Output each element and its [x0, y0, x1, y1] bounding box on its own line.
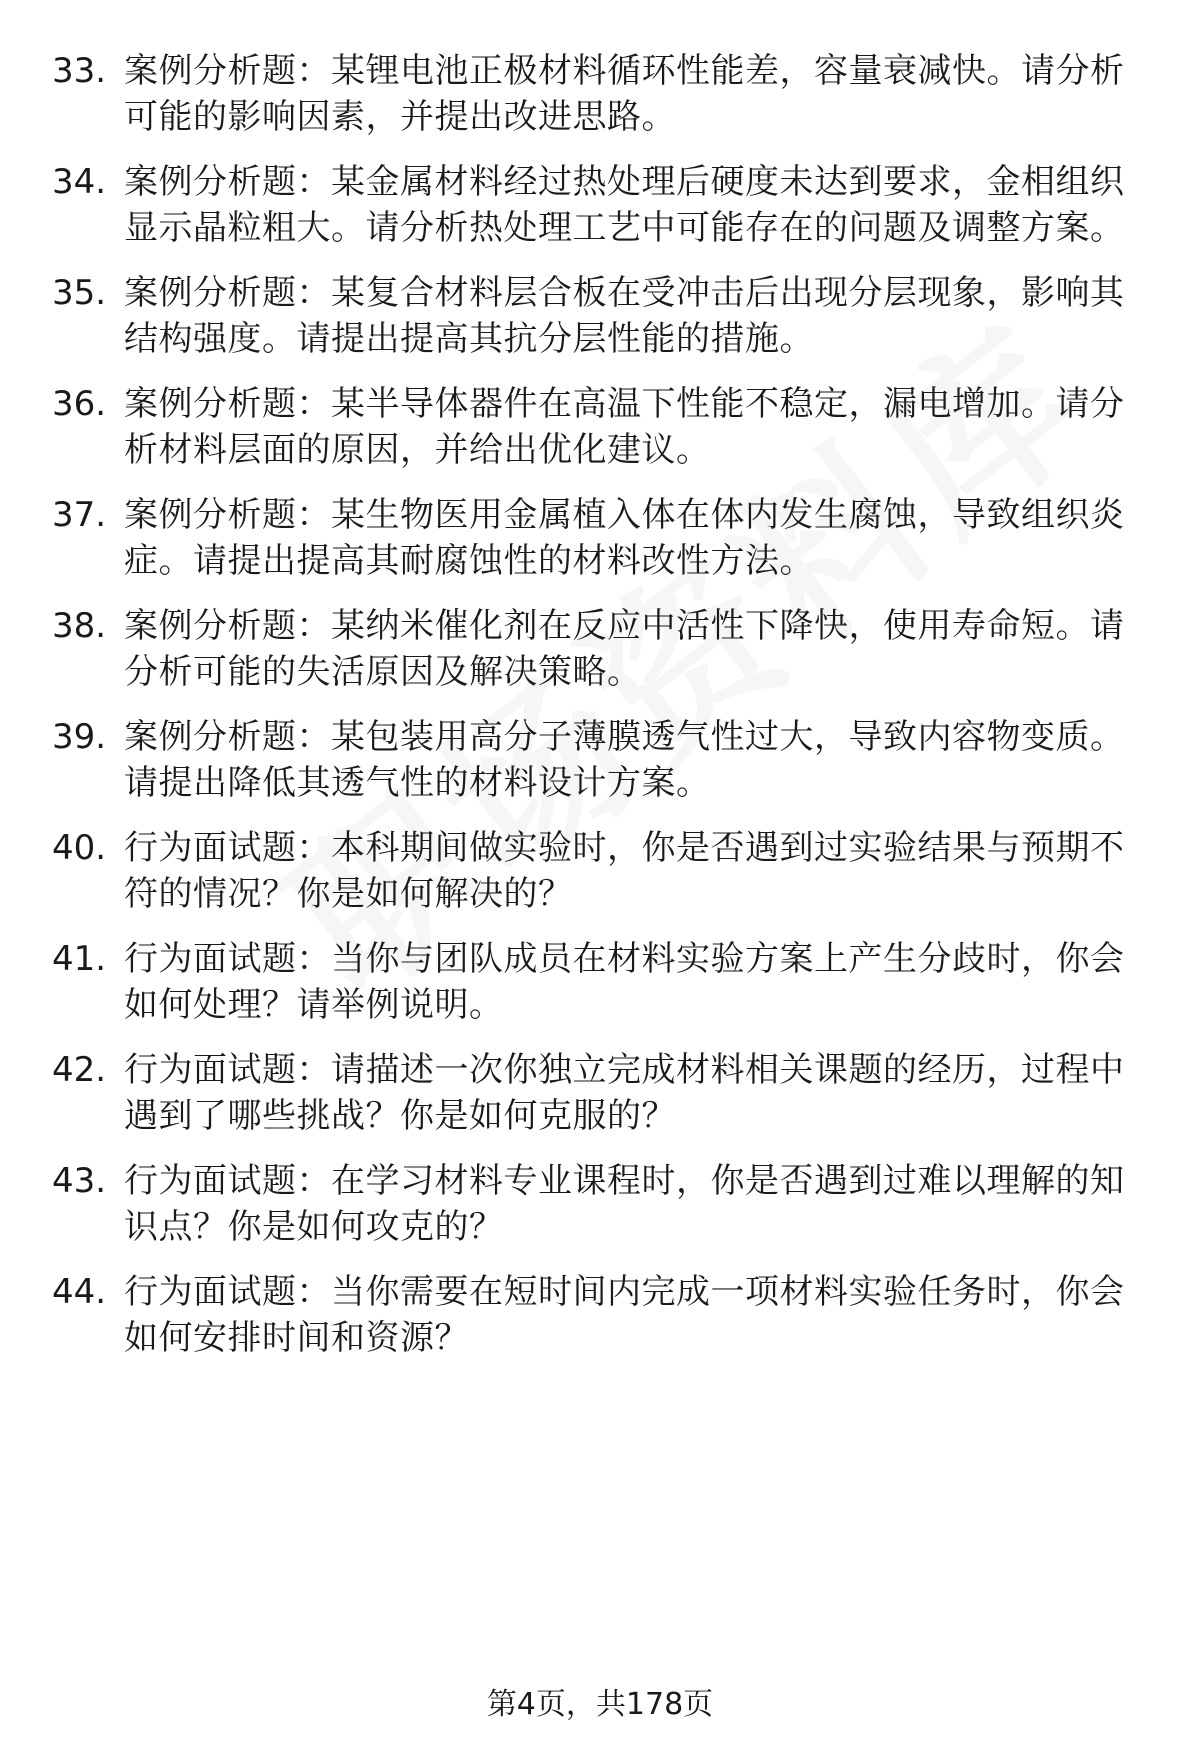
question-text: 案例分析题：某复合材料层合板在受冲击后出现分层现象，影响其结构强度。请提出提高其抗分层性能的措施。 [124, 273, 1125, 359]
question-item [52, 159, 1142, 251]
question-item [52, 603, 1142, 695]
question-number: 43. [52, 1161, 107, 1201]
question-text: 行为面试题：在学习材料专业课程时，你是否遇到过难以理解的知识点？你是如何攻克的？ [124, 1161, 1125, 1247]
question-text: 行为面试题：当你与团队成员在材料实验方案上产生分歧时，你会如何处理？请举例说明。 [124, 939, 1125, 1025]
question-number: 34. [52, 162, 107, 202]
question-item [52, 381, 1142, 473]
question-number: 38. [52, 606, 107, 646]
question-text: 案例分析题：某金属材料经过热处理后硬度未达到要求，金相组织显示晶粒粗大。请分析热处理工艺中可能存在的问题及调整方案。 [124, 162, 1125, 248]
question-number: 39. [52, 717, 107, 757]
question-text: 案例分析题：某锂电池正极材料循环性能差，容量衰减快。请分析可能的影响因素，并提出改进思路。 [124, 51, 1125, 137]
question-number: 41. [52, 939, 107, 979]
question-item [52, 1158, 1142, 1250]
question-text: 案例分析题：某纳米催化剂在反应中活性下降快，使用寿命短。请分析可能的失活原因及解决策略。 [124, 606, 1125, 692]
question-text: 案例分析题：某半导体器件在高温下性能不稳定，漏电增加。请分析材料层面的原因，并给出优化建议。 [124, 384, 1125, 470]
question-item [52, 825, 1142, 917]
question-item [52, 1269, 1142, 1361]
question-number: 40. [52, 828, 107, 868]
question-number: 42. [52, 1050, 107, 1090]
question-number: 36. [52, 384, 107, 424]
question-text: 行为面试题：请描述一次你独立完成材料相关课题的经历，过程中遇到了哪些挑战？你是如何克服的？ [124, 1050, 1125, 1136]
question-item [52, 492, 1142, 584]
page-footer: 第4页，共178页 [486, 1687, 714, 1722]
question-item [52, 936, 1142, 1028]
question-text: 行为面试题：当你需要在短时间内完成一项材料实验任务时，你会如何安排时间和资源？ [124, 1272, 1125, 1358]
question-number: 44. [52, 1272, 107, 1312]
question-list [52, 48, 1142, 1380]
question-number: 37. [52, 495, 107, 535]
question-text: 行为面试题：本科期间做实验时，你是否遇到过实验结果与预期不符的情况？你是如何解决的？ [124, 828, 1125, 914]
question-number: 33. [52, 51, 107, 91]
question-number: 35. [52, 273, 107, 313]
question-item [52, 48, 1142, 140]
question-item [52, 270, 1142, 362]
question-item [52, 714, 1142, 806]
question-item [52, 1047, 1142, 1139]
question-text: 案例分析题：某包装用高分子薄膜透气性过大，导致内容物变质。请提出降低其透气性的材料设计方案。 [124, 717, 1125, 803]
question-text: 案例分析题：某生物医用金属植入体在体内发生腐蚀，导致组织炎症。请提出提高其耐腐蚀性的材料改性方法。 [124, 495, 1125, 581]
